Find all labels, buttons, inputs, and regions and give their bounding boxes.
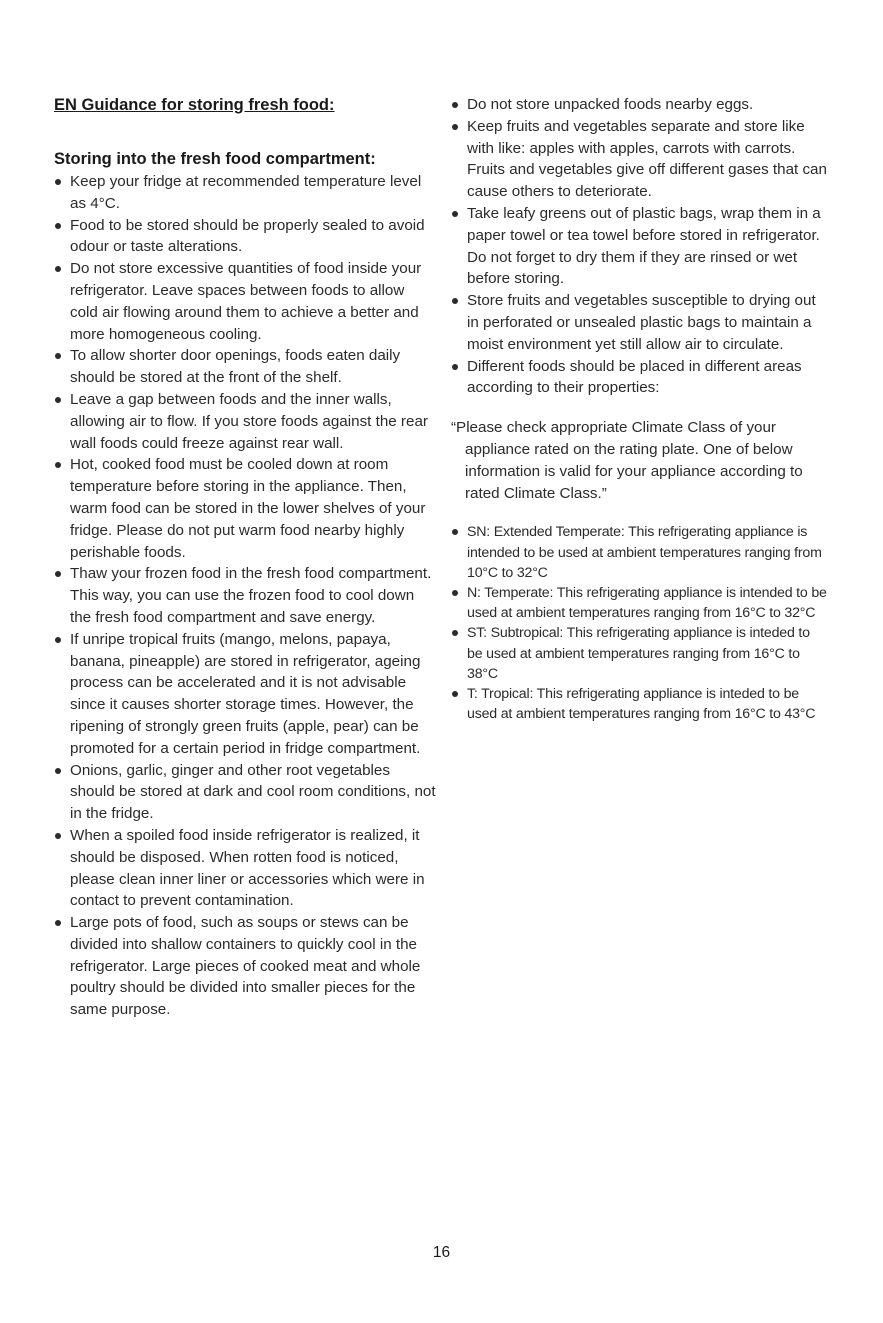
climate-class-item: ST: Subtropical: This refrigerating appliance is inteded to be used at ambient temperatures ranging from 16°C to 38°C — [451, 623, 827, 684]
climate-class-item: T: Tropical: This refrigerating appliance is inteded to be used at ambient temperatures ranging from 16°C to 43°C — [451, 684, 827, 724]
list-item: Large pots of food, such as soups or stews can be divided into shallow containers to quickly cool in the refrigerator. Large pieces of cooked meat and whole poultry should be divided into smaller pieces for the same purpose. — [54, 912, 436, 1021]
list-item: Do not store excessive quantities of food inside your refrigerator. Leave spaces between foods to allow cold air flowing around them to achieve a better and more homogeneous cooling. — [54, 258, 436, 345]
list-item: Keep fruits and vegetables separate and store like with like: apples with apples, carrots with carrots. Fruits and vegetables give off different gases that can cause others to deteriorate. — [451, 116, 827, 203]
left-bullet-list — [54, 171, 436, 1021]
right-column — [451, 94, 827, 724]
list-item: Keep your fridge at recommended temperature level as 4°C. — [54, 171, 436, 215]
right-bullet-list — [451, 94, 827, 399]
list-item: When a spoiled food inside refrigerator is realized, it should be disposed. When rotten food is noticed, please clean inner liner or accessories which were in contact to prevent contamination. — [54, 825, 436, 912]
page-number: 16 — [432, 1244, 451, 1261]
climate-class-list — [451, 522, 827, 724]
list-item: Store fruits and vegetables susceptible to drying out in perforated or unsealed plastic bags to maintain a moist environment yet still allow air to circulate. — [451, 290, 827, 355]
list-item: If unripe tropical fruits (mango, melons, papaya, banana, pineapple) are stored in refrigerator, ageing process can be accelerated and it is not advisable since it causes shorter storage times. However, the ripening of strongly green fruits (apple, pear) can be promoted for a certain period in fridge compartment. — [54, 629, 436, 760]
list-item: Thaw your frozen food in the fresh food compartment. This way, you can use the frozen food to cool down the fresh food compartment and save energy. — [54, 563, 436, 628]
list-item: Do not store unpacked foods nearby eggs. — [451, 94, 827, 116]
climate-class-item: N: Temperate: This refrigerating appliance is intended to be used at ambient temperatures ranging from 16°C to 32°C — [451, 583, 827, 623]
left-column — [54, 94, 436, 1021]
list-item: Leave a gap between foods and the inner walls, allowing air to flow. If you store foods against the rear wall foods could freeze against rear wall. — [54, 389, 436, 454]
list-item: Hot, cooked food must be cooled down at room temperature before storing in the appliance. Then, warm food can be stored in the lower shelves of your fridge. Please do not put warm food nearby highly perishable foods. — [54, 454, 436, 563]
list-item: To allow shorter door openings, foods eaten daily should be stored at the front of the shelf. — [54, 345, 436, 389]
climate-class-item: SN: Extended Temperate: This refrigerating appliance is intended to be used at ambient temperatures ranging from 10°C to 32°C — [451, 522, 827, 583]
list-item: Different foods should be placed in different areas according to their properties: — [451, 356, 827, 400]
list-item: Onions, garlic, ginger and other root vegetables should be stored at dark and cool room conditions, not in the fridge. — [54, 760, 436, 825]
climate-class-note: “Please check appropriate Climate Class of your appliance rated on the rating plate. One of below information is valid for your appliance according to rated Climate Class.” — [451, 419, 803, 502]
section-title: Storing into the fresh food compartment: — [54, 150, 376, 168]
page-title: EN Guidance for storing fresh food: — [54, 96, 335, 114]
list-item: Food to be stored should be properly sealed to avoid odour or taste alterations. — [54, 215, 436, 259]
list-item: Take leafy greens out of plastic bags, wrap them in a paper towel or tea towel before stored in refrigerator. Do not forget to dry them if they are rinsed or wet before storing. — [451, 203, 827, 290]
